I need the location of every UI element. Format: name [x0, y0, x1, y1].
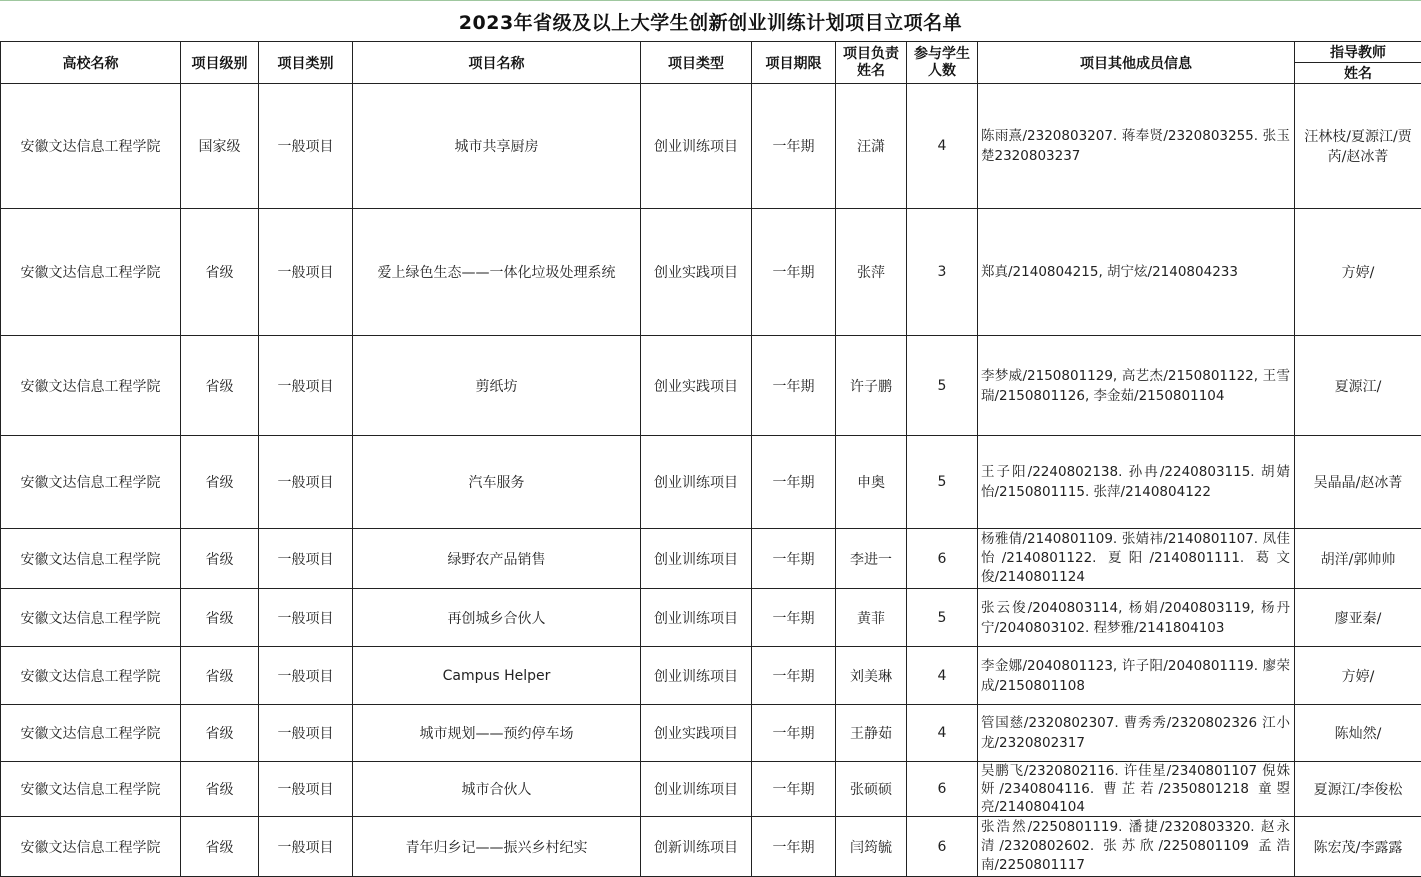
- cell-count: 6: [907, 762, 978, 817]
- header-advisor-top: 指导教师: [1295, 42, 1421, 63]
- table-row: [1, 705, 1421, 762]
- cell-leader: 黄菲: [836, 589, 907, 647]
- header-leader-bottom: 姓名: [836, 63, 906, 80]
- cell-project-name: Campus Helper: [353, 647, 641, 705]
- cell-school: 安徽文达信息工程学院: [1, 336, 181, 436]
- header-count-top: 参与学生: [907, 46, 977, 63]
- cell-leader: 张硕硕: [836, 762, 907, 817]
- cell-project-type: 创业训练项目: [641, 529, 752, 589]
- header-category: 项目类别: [259, 42, 353, 84]
- cell-school: 安徽文达信息工程学院: [1, 705, 181, 762]
- cell-project-type: 创新训练项目: [641, 817, 752, 877]
- cell-members: 郑真/2140804215, 胡宁炫/2140804233: [978, 209, 1295, 336]
- cell-project-name: 再创城乡合伙人: [353, 589, 641, 647]
- cell-category: 一般项目: [259, 436, 353, 529]
- cell-leader: 刘美琳: [836, 647, 907, 705]
- cell-school: 安徽文达信息工程学院: [1, 436, 181, 529]
- cell-project-name: 青年归乡记——振兴乡村纪实: [353, 817, 641, 877]
- cell-advisor: 夏源江/李俊松: [1295, 762, 1421, 817]
- header-advisor-bottom: 姓名: [1295, 63, 1421, 84]
- cell-count: 5: [907, 589, 978, 647]
- header-project-name: 项目名称: [353, 42, 641, 84]
- cell-members: 李金娜/2040801123, 许子阳/2040801119. 廖荣成/2150801108: [978, 647, 1295, 705]
- page-title: 2023年省级及以上大学生创新创业训练计划项目立项名单: [0, 0, 1421, 41]
- cell-school: 安徽文达信息工程学院: [1, 84, 181, 209]
- cell-category: 一般项目: [259, 336, 353, 436]
- table-row: [1, 336, 1421, 436]
- cell-level: 省级: [181, 336, 259, 436]
- cell-leader: 汪潇: [836, 84, 907, 209]
- cell-advisor: 陈宏茂/李露露: [1295, 817, 1421, 877]
- cell-category: 一般项目: [259, 705, 353, 762]
- header-period: 项目期限: [752, 42, 836, 84]
- cell-school: 安徽文达信息工程学院: [1, 529, 181, 589]
- cell-project-name: 剪纸坊: [353, 336, 641, 436]
- cell-count: 4: [907, 84, 978, 209]
- cell-advisor: 胡洋/郭帅帅: [1295, 529, 1421, 589]
- cell-level: 省级: [181, 209, 259, 336]
- cell-project-type: 创业实践项目: [641, 336, 752, 436]
- header-count: [907, 42, 978, 84]
- cell-period: 一年期: [752, 589, 836, 647]
- cell-leader: 闫筠毓: [836, 817, 907, 877]
- cell-period: 一年期: [752, 762, 836, 817]
- cell-school: 安徽文达信息工程学院: [1, 589, 181, 647]
- cell-members: 王子阳/2240802138. 孙冉/2240803115. 胡婧怡/2150801115. 张萍/2140804122: [978, 436, 1295, 529]
- table-row: [1, 817, 1421, 877]
- cell-leader: 许子鹏: [836, 336, 907, 436]
- cell-count: 4: [907, 705, 978, 762]
- cell-count: 4: [907, 647, 978, 705]
- table-row: [1, 209, 1421, 336]
- cell-school: 安徽文达信息工程学院: [1, 762, 181, 817]
- cell-level: 省级: [181, 762, 259, 817]
- cell-members: 吴鹏飞/2320802116. 许佳星/2340801107 倪姝妍/2340804116. 曹芷若/2350801218 童曌亮/2140804104: [978, 762, 1295, 817]
- cell-members: 张浩然/2250801119. 潘捷/2320803320. 赵永清/2320802602. 张苏欣/2250801109 孟浩南/2250801117: [978, 817, 1295, 877]
- cell-leader: 张萍: [836, 209, 907, 336]
- table-row: [1, 589, 1421, 647]
- cell-count: 6: [907, 817, 978, 877]
- cell-project-type: 创业训练项目: [641, 436, 752, 529]
- cell-project-name: 城市规划——预约停车场: [353, 705, 641, 762]
- cell-period: 一年期: [752, 336, 836, 436]
- cell-level: 省级: [181, 589, 259, 647]
- cell-level: 省级: [181, 705, 259, 762]
- cell-category: 一般项目: [259, 529, 353, 589]
- cell-project-name: 绿野农产品销售: [353, 529, 641, 589]
- cell-project-name: 城市共享厨房: [353, 84, 641, 209]
- table-row: [1, 529, 1421, 589]
- cell-project-type: 创业训练项目: [641, 762, 752, 817]
- cell-category: 一般项目: [259, 817, 353, 877]
- cell-period: 一年期: [752, 705, 836, 762]
- header-leader-top: 项目负责: [836, 46, 906, 63]
- cell-advisor: 夏源江/: [1295, 336, 1421, 436]
- table-row: [1, 84, 1421, 209]
- cell-project-type: 创业实践项目: [641, 209, 752, 336]
- cell-leader: 申奥: [836, 436, 907, 529]
- header-project-type: 项目类型: [641, 42, 752, 84]
- table-row: [1, 762, 1421, 817]
- project-table: [0, 41, 1421, 877]
- cell-category: 一般项目: [259, 84, 353, 209]
- cell-count: 5: [907, 436, 978, 529]
- cell-advisor: 吴晶晶/赵冰菁: [1295, 436, 1421, 529]
- cell-level: 省级: [181, 647, 259, 705]
- cell-advisor: 方婷/: [1295, 209, 1421, 336]
- cell-advisor: 汪林枝/夏源江/贾芮/赵冰菁: [1295, 84, 1421, 209]
- cell-school: 安徽文达信息工程学院: [1, 817, 181, 877]
- cell-period: 一年期: [752, 209, 836, 336]
- cell-category: 一般项目: [259, 647, 353, 705]
- cell-project-type: 创业训练项目: [641, 589, 752, 647]
- cell-level: 省级: [181, 436, 259, 529]
- cell-members: 李梦威/2150801129, 高艺杰/2150801122, 王雪瑞/2150801126, 李金茹/2150801104: [978, 336, 1295, 436]
- cell-count: 5: [907, 336, 978, 436]
- header-count-bottom: 人数: [907, 63, 977, 80]
- cell-members: 张云俊/2040803114, 杨娟/2040803119, 杨丹宁/2040803102. 程梦雅/2141804103: [978, 589, 1295, 647]
- cell-category: 一般项目: [259, 209, 353, 336]
- cell-project-type: 创业训练项目: [641, 84, 752, 209]
- cell-project-name: 城市合伙人: [353, 762, 641, 817]
- cell-leader: 李进一: [836, 529, 907, 589]
- cell-category: 一般项目: [259, 762, 353, 817]
- header-level: 项目级别: [181, 42, 259, 84]
- cell-advisor: 廖亚秦/: [1295, 589, 1421, 647]
- cell-project-type: 创业实践项目: [641, 705, 752, 762]
- cell-leader: 王静茹: [836, 705, 907, 762]
- cell-project-name: 汽车服务: [353, 436, 641, 529]
- table-row: [1, 436, 1421, 529]
- header-school: 高校名称: [1, 42, 181, 84]
- cell-project-type: 创业训练项目: [641, 647, 752, 705]
- cell-advisor: 陈灿然/: [1295, 705, 1421, 762]
- cell-members: 杨雅倩/2140801109. 张婧祎/2140801107. 凤佳怡/2140801122. 夏阳/2140801111. 葛文俊/2140801124: [978, 529, 1295, 589]
- cell-school: 安徽文达信息工程学院: [1, 209, 181, 336]
- cell-period: 一年期: [752, 529, 836, 589]
- cell-count: 3: [907, 209, 978, 336]
- cell-period: 一年期: [752, 436, 836, 529]
- cell-level: 省级: [181, 529, 259, 589]
- cell-members: 陈雨熹/2320803207. 蒋奉贤/2320803255. 张玉楚2320803237: [978, 84, 1295, 209]
- cell-members: 管国慈/2320802307. 曹秀秀/2320802326 江小龙/2320802317: [978, 705, 1295, 762]
- header-members: 项目其他成员信息: [978, 42, 1295, 84]
- cell-period: 一年期: [752, 817, 836, 877]
- cell-advisor: 方婷/: [1295, 647, 1421, 705]
- cell-project-name: 爱上绿色生态——一体化垃圾处理系统: [353, 209, 641, 336]
- cell-period: 一年期: [752, 84, 836, 209]
- cell-school: 安徽文达信息工程学院: [1, 647, 181, 705]
- cell-period: 一年期: [752, 647, 836, 705]
- table-row: [1, 647, 1421, 705]
- header-leader: [836, 42, 907, 84]
- cell-level: 省级: [181, 817, 259, 877]
- cell-level: 国家级: [181, 84, 259, 209]
- cell-category: 一般项目: [259, 589, 353, 647]
- cell-count: 6: [907, 529, 978, 589]
